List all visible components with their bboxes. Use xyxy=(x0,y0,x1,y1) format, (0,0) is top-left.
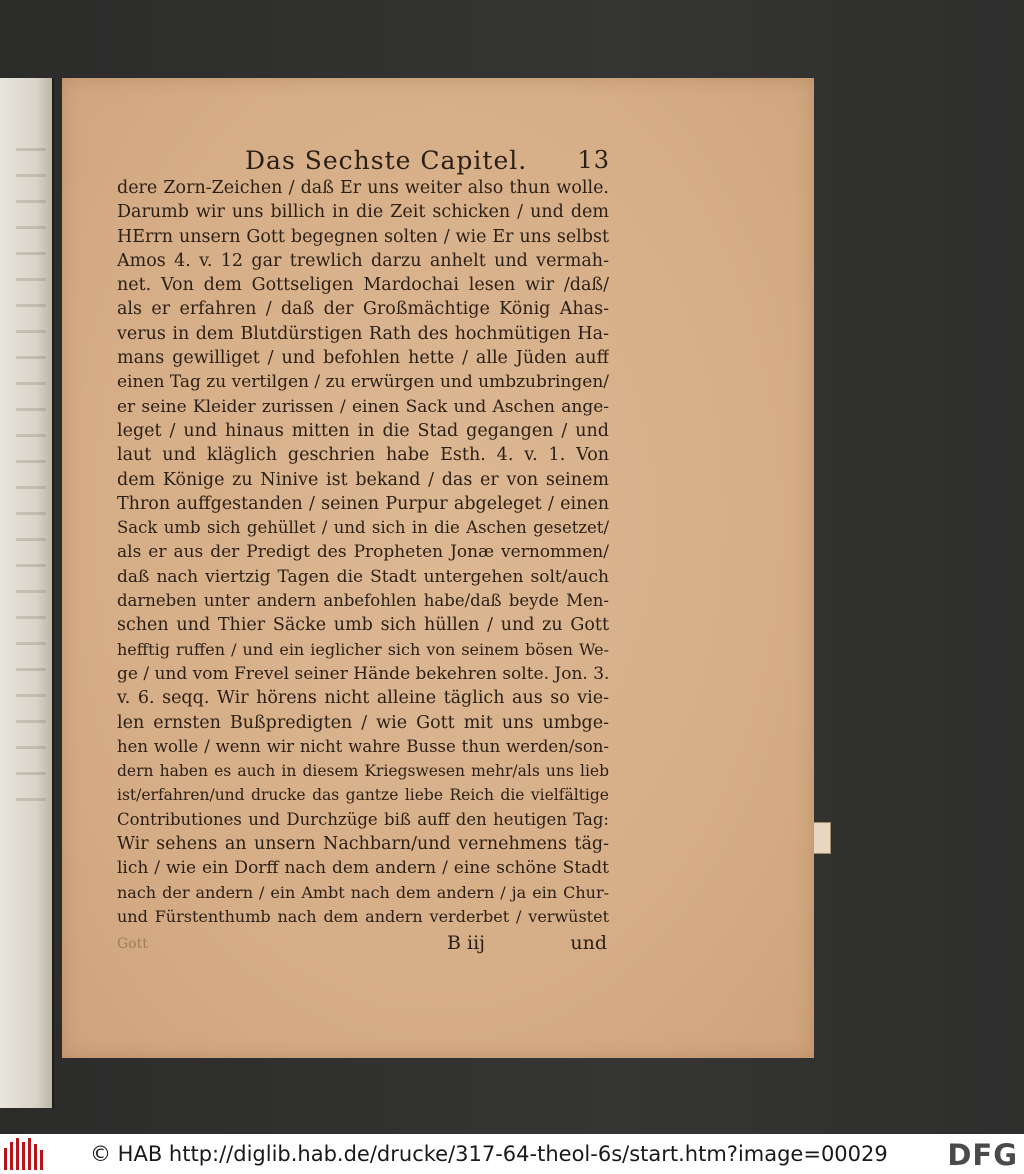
text-line: lich / wie ein Dorff nach dem andern / eine schöne Stadt xyxy=(117,858,609,879)
text-line: und Fürstenthumb nach dem andern verderbet / verwüstet xyxy=(117,906,609,926)
text-line: v. 6. seqq. Wir hörens nicht alleine täglich aus so vie- xyxy=(117,688,609,709)
text-line: HErrn unsern Gott begegnen solten / wie Er uns selbst xyxy=(117,226,609,247)
text-line: dern haben es auch in diesem Kriegswesen mehr/als uns lieb xyxy=(117,762,609,781)
text-line: dere Zorn-Zeichen / daß Er uns weiter also thun wolle. xyxy=(117,178,609,198)
text-line: Thron auffgestanden / seinen Purpur abgeleget / einen xyxy=(117,493,609,514)
signature-mark: B iij xyxy=(447,932,486,954)
text-line: len ernsten Bußpredigten / wie Gott mit uns umbge- xyxy=(117,712,609,733)
text-line: nach der andern / ein Ambt nach dem andern / ja ein Chur- xyxy=(117,882,609,902)
faint-mark: Gott xyxy=(117,936,148,952)
credit-link[interactable]: © HAB http://diglib.hab.de/drucke/317-64-theol-6s/start.htm?image=00029 xyxy=(90,1142,888,1166)
text-line: laut und kläglich geschrien habe Esth. 4. v. 1. Von xyxy=(117,445,609,466)
text-line: Amos 4. v. 12 gar trewlich darzu anhelt und vermah- xyxy=(117,250,609,271)
text-line: net. Von dem Gottseligen Mardochai lesen wir /daß/ xyxy=(117,275,609,296)
running-title: Das Sechste Capitel. xyxy=(245,145,528,175)
text-line: er seine Kleider zurissen / einen Sack und Aschen ange- xyxy=(117,396,609,417)
text-line: ist/erfahren/und drucke das gantze liebe Reich die vielfältige xyxy=(117,786,609,805)
text-line: darneben unter andern anbefohlen habe/daß beyde Men- xyxy=(117,591,609,611)
text-line: leget / und hinaus mitten in die Stad gegangen / und xyxy=(117,420,609,441)
text-line: schen und Thier Säcke umb sich hüllen / und zu Gott xyxy=(117,615,609,636)
catchword: und xyxy=(570,932,607,954)
left-page-edge xyxy=(0,78,54,1108)
page-marker-tab xyxy=(814,822,831,854)
page-number: 13 xyxy=(577,146,610,174)
text-line: dem Könige zu Ninive ist bekand / das er von seinem xyxy=(117,469,609,490)
text-line: Contributiones und Durchzüge biß auff den heutigen Tag: xyxy=(117,809,609,829)
page-footer xyxy=(117,932,607,960)
text-line: daß nach viertzig Tagen die Stadt untergehen solt/auch xyxy=(117,566,609,587)
page-body-text xyxy=(117,176,609,929)
hab-logo-icon xyxy=(4,1138,48,1170)
page-header xyxy=(245,142,610,178)
text-line: als er erfahren / daß der Großmächtige König Ahas- xyxy=(117,299,609,320)
text-line: verus in dem Blutdürstigen Rath des hochmütigen Ha- xyxy=(117,323,609,344)
text-line: einen Tag zu vertilgen / zu erwürgen und umbzubringen/ xyxy=(117,372,609,393)
text-line: hen wolle / wenn wir nicht wahre Busse thun werden/son- xyxy=(117,736,609,756)
text-line: Darumb wir uns billich in die Zeit schicken / und dem xyxy=(117,202,609,223)
credit-bar xyxy=(0,1134,1024,1174)
text-line: Wir sehens an unsern Nachbarn/und vernehmens täg- xyxy=(117,834,609,855)
text-line: Sack umb sich gehüllet / und sich in die Aschen gesetzet/ xyxy=(117,518,609,538)
dfg-logo: DFG xyxy=(947,1138,1018,1172)
text-line: mans gewilliget / und befohlen hette / alle Jüden auff xyxy=(117,348,609,369)
text-line: als er aus der Predigt des Propheten Jonæ vernommen/ xyxy=(117,542,609,563)
text-line: hefftig ruffen / und ein ieglicher sich von seinem bösen We- xyxy=(117,639,609,659)
left-page-bleedthrough xyxy=(16,148,46,808)
text-line: ge / und vom Frevel seiner Hände bekehren solte. Jon. 3. xyxy=(117,663,609,684)
